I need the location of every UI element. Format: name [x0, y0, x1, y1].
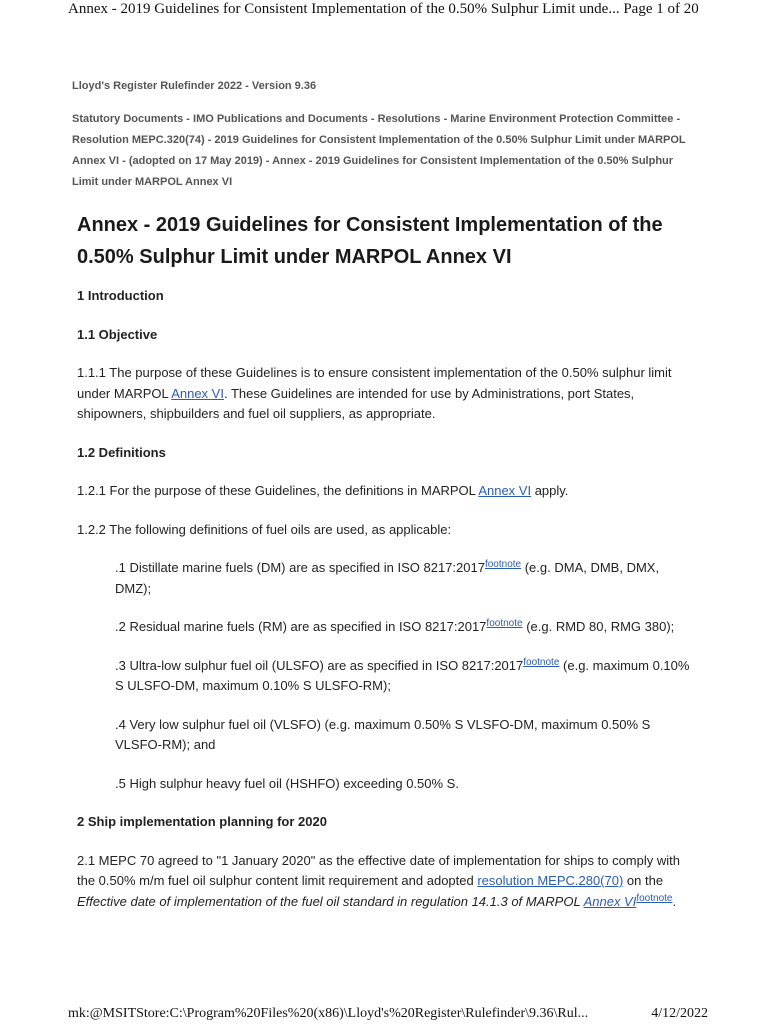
- resolution-link[interactable]: resolution MEPC.280(70): [477, 873, 624, 888]
- footer-date: 4/12/2022: [651, 1006, 708, 1021]
- text: apply.: [531, 483, 569, 498]
- text: 1.2.1 For the purpose of these Guidelines, the definitions in MARPOL: [77, 483, 479, 498]
- footnote-marker: [523, 657, 559, 668]
- paragraph-1-1-1: [77, 363, 692, 425]
- annex-vi-link[interactable]: Annex VI: [171, 385, 224, 401]
- footnote-link[interactable]: footnote: [484, 559, 522, 570]
- footnote-link[interactable]: footnote: [636, 892, 673, 904]
- paragraph-1-2-1: [77, 481, 692, 502]
- list-item: .5 High sulphur heavy fuel oil (HSHFO) exceeding 0.50% S.: [115, 775, 459, 791]
- text: 2.1 MEPC 70 agreed to "1 January 2020" as the effective date of implementation for ships to comply with the 0.50% m/m fuel oil sulphur content limit requirement and adopted: [77, 852, 680, 888]
- annex-vi-link[interactable]: Annex VI: [478, 483, 532, 498]
- text: (e.g. maximum 0.10% S ULSFO-DM, maximum 0.10% S ULSFO-RM);: [115, 657, 690, 693]
- heading-objective: 1.1 Objective: [77, 326, 158, 342]
- list-item: .4 Very low sulphur fuel oil (VLSFO) (e.g. maximum 0.50% S VLSFO-DM, maximum 0.50% S VLSFO-RM); and: [115, 716, 651, 752]
- footnote-link[interactable]: footnote: [486, 618, 523, 629]
- list-item: [115, 656, 692, 697]
- text: .2 Residual marine fuels (RM) are as specified in ISO 8217:2017: [115, 619, 487, 634]
- heading-introduction: 1 Introduction: [77, 288, 164, 303]
- heading-ship-implementation: 2 Ship implementation planning for 2020: [77, 814, 327, 829]
- footnote-marker: [485, 559, 521, 570]
- text: on the: [623, 873, 664, 888]
- page-title: Annex - 2019 Guidelines for Consistent Implementation of the 0.50% Sulphur Limit under MARPOL Annex VI: [77, 214, 663, 268]
- rulefinder-version: Lloyd's Register Rulefinder 2022 - Version 9.36: [72, 80, 317, 92]
- document-body: [77, 286, 692, 930]
- footer-path: mk:@MSITStore:C:\Program%20Files%20(x86)\Lloyd's%20Register\Rulefinder\9.36\Rul...: [68, 1006, 589, 1021]
- footnote-marker: [636, 893, 672, 904]
- text: .1 Distillate marine fuels (DM) are as specified in ISO 8217:2017: [115, 560, 485, 575]
- annex-vi-link[interactable]: Annex VI: [583, 893, 637, 909]
- print-header: Annex - 2019 Guidelines for Consistent Implementation of the 0.50% Sulphur Limit unde... Page 1 of 20: [68, 1, 699, 17]
- footnote-link[interactable]: footnote: [523, 656, 560, 668]
- paragraph-1-2-2: 1.2.2 The following definitions of fuel oils are used, as applicable:: [77, 521, 452, 537]
- text: (e.g. DMA, DMB, DMX, DMZ);: [115, 560, 660, 596]
- print-footer: [68, 1006, 708, 1022]
- list-item: [115, 558, 692, 599]
- text: 1.1.1 The purpose of these Guidelines is to ensure consistent implementation of the 0.50% sulphur limit under MARPOL: [77, 365, 672, 401]
- breadcrumb: Statutory Documents - IMO Publications and Documents - Resolutions - Marine Environment Protection Committee - Resolution MEPC.320(74) - 2019 Guidelines for Consistent Implementation of the 0.50% Sulphur Limit under MARPOL Annex VI - (adopted on 17 May 2019) - Annex - 2019 Guidelines for Consistent Implementation of the 0.50% Sulphur Limit under MARPOL Annex VI: [72, 113, 686, 188]
- text: . These Guidelines are intended for use by Administrations, port States, shipowners, shipbuilders and fuel oil suppliers, as appropriate.: [77, 385, 635, 421]
- footnote-marker: [486, 618, 522, 629]
- heading-definitions: 1.2 Definitions: [77, 444, 166, 460]
- list-item: [115, 617, 692, 638]
- text: (e.g. RMD 80, RMG 380);: [522, 619, 675, 634]
- text: .3 Ultra-low sulphur fuel oil (ULSFO) are as specified in ISO 8217:2017: [115, 657, 524, 673]
- text: .: [672, 893, 677, 909]
- italic-title: Effective date of implementation of the fuel oil standard in regulation 14.1.3 of MARPOL: [77, 893, 584, 909]
- paragraph-2-1: [77, 851, 692, 913]
